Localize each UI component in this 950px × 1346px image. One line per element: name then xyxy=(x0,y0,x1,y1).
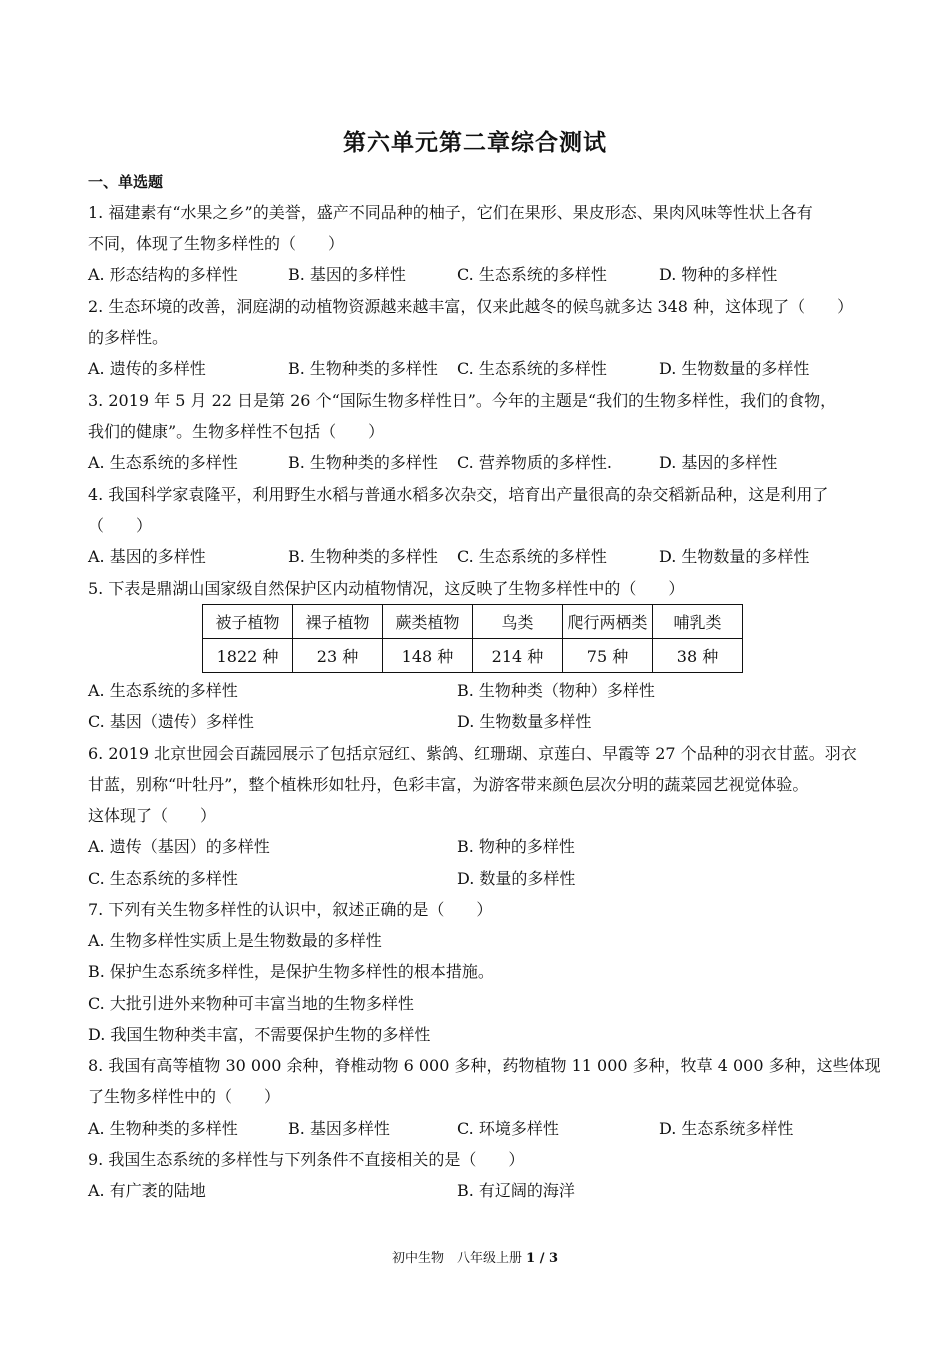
question-8-option-a: A. 生物种类的多样性 xyxy=(88,1119,238,1138)
table-header-cell: 鸟类 xyxy=(473,605,563,639)
question-6-text: 6. 2019 北京世园会百蔬园展示了包括京冠红、紫鸽、红珊瑚、京莲白、早霞等 27 个品种的羽衣甘蓝。羽衣 xyxy=(88,744,857,763)
question-4-option-b: B. 生物种类的多样性 xyxy=(288,547,438,566)
section-heading: 一、单选题 xyxy=(88,173,164,191)
question-3-option-d: D. 基因的多样性 xyxy=(659,453,778,472)
question-9-option-a: A. 有广袤的陆地 xyxy=(88,1181,206,1200)
question-1-option-d: D. 物种的多样性 xyxy=(659,265,778,284)
question-5-option-a: A. 生态系统的多样性 xyxy=(88,681,238,700)
table-cell: 23 种 xyxy=(293,639,383,673)
question-1-option-c: C. 生态系统的多样性 xyxy=(457,265,607,284)
table-cell: 38 种 xyxy=(653,639,743,673)
question-2-text: 2. 生态环境的改善，洞庭湖的动植物资源越来越丰富，仅来此越冬的候鸟就多达 348 种，这体现了（ ） xyxy=(88,297,854,316)
table-header-cell: 哺乳类 xyxy=(653,605,743,639)
question-6-option-a: A. 遗传（基因）的多样性 xyxy=(88,837,270,856)
question-6-option-d: D. 数量的多样性 xyxy=(457,869,576,888)
question-6-text-cont: 这体现了（ ） xyxy=(88,806,217,825)
question-4-option-a: A. 基因的多样性 xyxy=(88,547,206,566)
question-3-text-cont: 我们的健康”。生物多样性不包括（ ） xyxy=(88,422,385,441)
question-6-option-b: B. 物种的多样性 xyxy=(457,837,575,856)
question-5-text: 5. 下表是鼎湖山国家级自然保护区内动植物情况，这反映了生物多样性中的（ ） xyxy=(88,579,685,598)
table-header-cell: 爬行两栖类 xyxy=(563,605,653,639)
table-header-cell: 蕨类植物 xyxy=(383,605,473,639)
question-9-text: 9. 我国生态系统的多样性与下列条件不直接相关的是（ ） xyxy=(88,1150,525,1169)
question-6-text-cont: 甘蓝，别称“叶牡丹”，整个植株形如牡丹，色彩丰富，为游客带来颜色层次分明的蔬菜园艺视觉体验。 xyxy=(88,775,809,794)
page-footer xyxy=(0,1247,950,1266)
table-header-row xyxy=(203,605,743,639)
question-1-option-b: B. 基因的多样性 xyxy=(288,265,406,284)
table-cell: 1822 种 xyxy=(203,639,293,673)
table-cell: 214 种 xyxy=(473,639,563,673)
question-6-option-c: C. 生态系统的多样性 xyxy=(88,869,238,888)
question-7-option-b: B. 保护生态系统多样性，是保护生物多样性的根本措施。 xyxy=(88,962,494,981)
table-cell: 148 种 xyxy=(383,639,473,673)
question-3-text: 3. 2019 年 5 月 22 日是第 26 个“国际生物多样性日”。今年的主题是“我们的生物多样性，我们的食物， xyxy=(88,391,837,410)
question-3-option-c: C. 营养物质的多样性. xyxy=(457,453,612,472)
table-header-cell: 裸子植物 xyxy=(293,605,383,639)
question-4-text: 4. 我国科学家袁隆平，利用野生水稻与普通水稻多次杂交，培育出产量很高的杂交稻新品种，这是利用了 xyxy=(88,485,829,504)
question-2-option-a: A. 遗传的多样性 xyxy=(88,359,206,378)
question-2-option-b: B. 生物种类的多样性 xyxy=(288,359,438,378)
question-5-option-b: B. 生物种类（物种）多样性 xyxy=(457,681,655,700)
page-number: 1 / 3 xyxy=(526,1251,559,1266)
question-8-option-b: B. 基因多样性 xyxy=(288,1119,390,1138)
question-4-text-cont: （ ） xyxy=(88,516,153,535)
page-title: 第六单元第二章综合测试 xyxy=(343,129,607,156)
table-row xyxy=(203,639,743,673)
question-7-option-c: C. 大批引进外来物种可丰富当地的生物多样性 xyxy=(88,994,414,1013)
question-7-option-d: D. 我国生物种类丰富，不需要保护生物的多样性 xyxy=(88,1025,431,1044)
question-5-option-d: D. 生物数量多样性 xyxy=(457,712,592,731)
question-1-option-a: A. 形态结构的多样性 xyxy=(88,265,238,284)
question-1-text: 1. 福建素有“水果之乡”的美誉，盛产不同品种的柚子，它们在果形、果皮形态、果肉风味等性状上各有 xyxy=(88,203,813,222)
question-7-option-a: A. 生物多样性实质上是生物数最的多样性 xyxy=(88,931,382,950)
question-5-option-c: C. 基因（遗传）多样性 xyxy=(88,712,254,731)
species-table xyxy=(202,604,743,673)
question-3-option-a: A. 生态系统的多样性 xyxy=(88,453,238,472)
question-9-option-b: B. 有辽阔的海洋 xyxy=(457,1181,575,1200)
table-cell: 75 种 xyxy=(563,639,653,673)
question-4-option-c: C. 生态系统的多样性 xyxy=(457,547,607,566)
question-3-option-b: B. 生物种类的多样性 xyxy=(288,453,438,472)
footer-label: 初中生物 八年级上册 xyxy=(391,1251,527,1266)
question-2-option-c: C. 生态系统的多样性 xyxy=(457,359,607,378)
question-2-text-cont: 的多样性。 xyxy=(88,328,169,347)
question-8-text: 8. 我国有高等植物 30 000 余种，脊椎动物 6 000 多种，药物植物 11 000 多种，牧草 4 000 多种，这些体现 xyxy=(88,1056,881,1075)
question-8-option-d: D. 生态系统多样性 xyxy=(659,1119,794,1138)
question-7-text: 7. 下列有关生物多样性的认识中，叙述正确的是（ ） xyxy=(88,900,493,919)
question-1-text-cont: 不同，体现了生物多样性的（ ） xyxy=(88,234,345,253)
table-header-cell: 被子植物 xyxy=(203,605,293,639)
question-8-text-cont: 了生物多样性中的（ ） xyxy=(88,1087,281,1106)
question-2-option-d: D. 生物数量的多样性 xyxy=(659,359,810,378)
question-4-option-d: D. 生物数量的多样性 xyxy=(659,547,810,566)
question-8-option-c: C. 环境多样性 xyxy=(457,1119,559,1138)
